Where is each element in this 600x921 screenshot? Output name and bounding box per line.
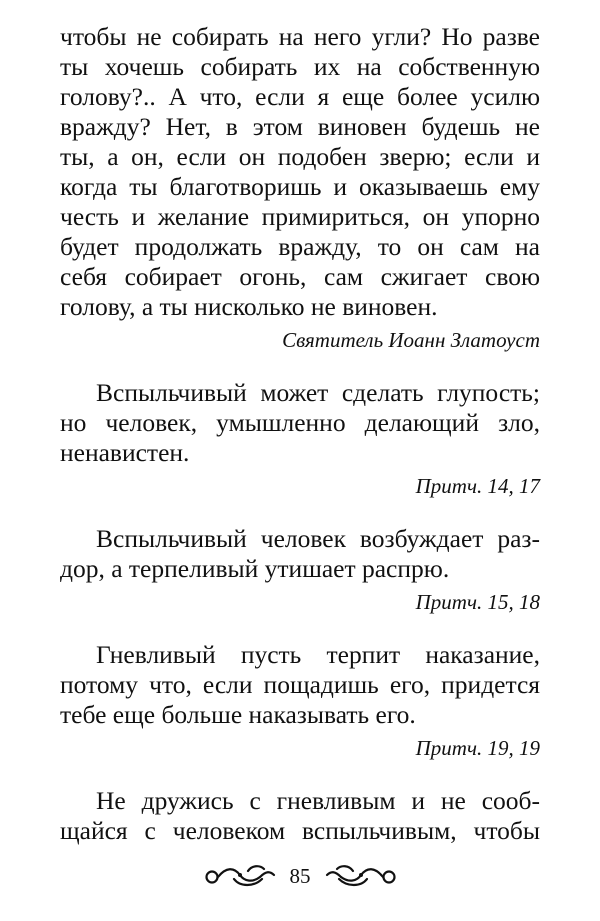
- quote-block-1: [60, 22, 540, 354]
- quote-source: Притч. 14, 17: [415, 474, 540, 498]
- quote-source: Притч. 19, 19: [415, 736, 540, 760]
- quote-block-4: [60, 640, 540, 762]
- text-line: себя собирает огонь, сам сжигает свою: [60, 262, 540, 291]
- text-line: голову?.. А что, если я еще более усилю: [60, 82, 540, 111]
- text-line: чтобы не собирать на него угли? Но разве: [60, 22, 540, 51]
- page-body: [60, 22, 540, 846]
- text-line: потому что, если пощадишь его, придется: [60, 670, 540, 699]
- page-number: 85: [289, 863, 311, 888]
- text-line: ты, а он, если он подобен зверю; если и: [60, 142, 540, 171]
- text-line: но человек, умышленно делающий зло,: [60, 408, 540, 437]
- text-line: дор, а терпеливый утишает распрю.: [60, 554, 450, 583]
- text-line: Вспыльчивый человек возбуждает раз-: [96, 524, 540, 553]
- text-line: Гневливый пусть терпит наказание,: [96, 640, 540, 669]
- spacer: [60, 616, 540, 640]
- spacer: [60, 762, 540, 786]
- text-line: тебе еще больше наказывать его.: [60, 700, 416, 729]
- spacer: [60, 354, 540, 378]
- text-line: ненавистен.: [60, 438, 190, 467]
- text-line: вражду? Нет, в этом виновен будешь не: [60, 112, 540, 141]
- quote-source: Притч. 15, 18: [415, 590, 540, 614]
- ornament-right-icon: [325, 863, 397, 889]
- ornament-left-icon: [204, 863, 276, 889]
- text-line: щайся с человеком вспыльчивым, чтобы: [60, 816, 540, 845]
- text-line: Вспыльчивый может сделать глупость;: [96, 378, 540, 407]
- text-line: ты хочешь собирать их на собственную: [60, 52, 540, 81]
- text-line: когда ты благотворишь и оказываешь ему: [60, 172, 540, 201]
- quote-block-2: [60, 378, 540, 500]
- text-line: Не дружись с гневливым и не сооб-: [96, 786, 540, 815]
- text-line: голову, а ты нисколько не виновен.: [60, 292, 438, 321]
- spacer: [60, 500, 540, 524]
- text-line: честь и желание примириться, он упорно: [60, 202, 540, 231]
- page-footer: [0, 858, 600, 894]
- quote-source: Святитель Иоанн Златоуст: [282, 328, 540, 352]
- text-line: будет продолжать вражду, то он сам на: [60, 232, 540, 261]
- quote-block-5: [60, 786, 540, 846]
- quote-block-3: [60, 524, 540, 616]
